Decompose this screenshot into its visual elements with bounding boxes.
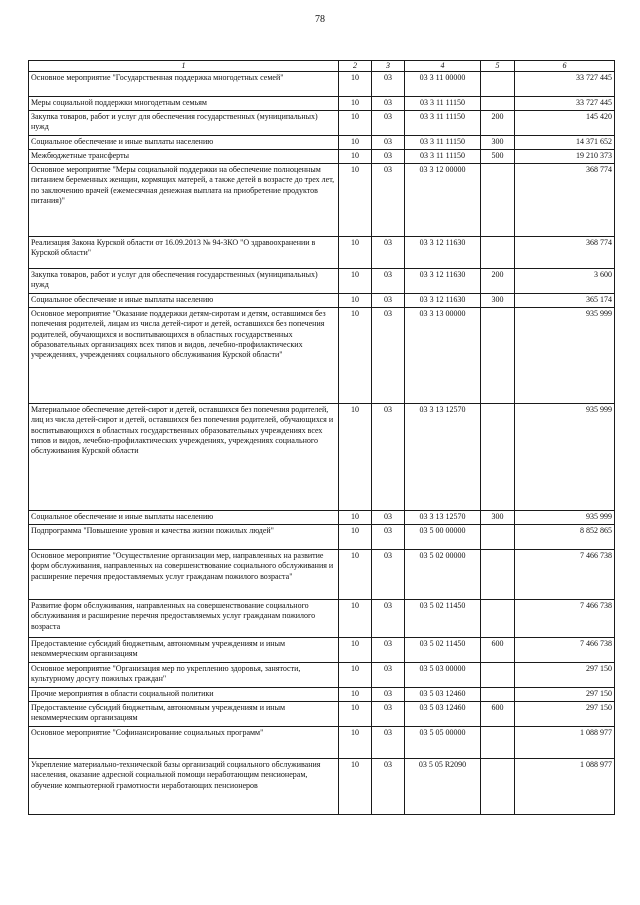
cell-name: Основное мероприятие "Оказание поддержки детям-сиротам и детям, оставшимся без попечения родителей, лицам из числа детей-сирот и детей, оставшихся без попечения родителей, обучающихся и воспитывающихся в областных государственных образовательных организациях всех типов и видов, лечебно-профилактических учреждениях, учреждениях социального обслуживания Курской области" bbox=[29, 308, 339, 404]
cell-pr: 03 bbox=[372, 269, 405, 294]
cell-name: Социальное обеспечение и иные выплаты населению bbox=[29, 294, 339, 308]
cell-csr: 03 5 03 12460 bbox=[405, 688, 481, 702]
cell-name: Основное мероприятие "Осуществление организации мер, направленных на развитие форм обслуживания, направленных на совершенствование социального обслуживания и расширение перечня предоставляемых услуг гражданам пожилого возраста" bbox=[29, 550, 339, 600]
cell-name: Укрепление материально-технической базы организаций социального обслуживания населения, оказание адресной социальной помощи неработающим пенсионерам, обучение компьютерной грамотности неработающих пенсионеров bbox=[29, 759, 339, 815]
table-row bbox=[29, 237, 615, 269]
cell-csr: 03 3 11 11150 bbox=[405, 97, 481, 111]
column-header: 6 bbox=[515, 61, 615, 72]
cell-name: Социальное обеспечение и иные выплаты населению bbox=[29, 136, 339, 150]
cell-rz: 10 bbox=[339, 269, 372, 294]
table-row bbox=[29, 688, 615, 702]
cell-csr: 03 5 00 00000 bbox=[405, 525, 481, 550]
cell-csr: 03 5 03 00000 bbox=[405, 663, 481, 688]
cell-vr bbox=[481, 600, 515, 638]
cell-sum: 297 150 bbox=[515, 688, 615, 702]
cell-csr: 03 5 02 11450 bbox=[405, 638, 481, 663]
cell-pr: 03 bbox=[372, 294, 405, 308]
cell-pr: 03 bbox=[372, 663, 405, 688]
cell-name: Предоставление субсидий бюджетным, автономным учреждениям и иным некоммерческим организациям bbox=[29, 638, 339, 663]
cell-name: Развитие форм обслуживания, направленных на совершенствование социального обслуживания и расширение перечня предоставляемых услуг гражданам пожилого возраста bbox=[29, 600, 339, 638]
column-header: 5 bbox=[481, 61, 515, 72]
table-row bbox=[29, 308, 615, 404]
cell-sum: 7 466 738 bbox=[515, 550, 615, 600]
cell-pr: 03 bbox=[372, 600, 405, 638]
cell-rz: 10 bbox=[339, 308, 372, 404]
table-row bbox=[29, 136, 615, 150]
cell-csr: 03 3 12 11630 bbox=[405, 269, 481, 294]
cell-sum: 19 210 373 bbox=[515, 150, 615, 164]
cell-name: Основное мероприятие "Организация мер по укреплению здоровья, занятости, культурному досугу пожилых граждан" bbox=[29, 663, 339, 688]
cell-vr: 200 bbox=[481, 269, 515, 294]
cell-vr bbox=[481, 525, 515, 550]
cell-pr: 03 bbox=[372, 237, 405, 269]
cell-rz: 10 bbox=[339, 164, 372, 237]
cell-pr: 03 bbox=[372, 150, 405, 164]
cell-vr: 600 bbox=[481, 702, 515, 727]
table-row bbox=[29, 72, 615, 97]
cell-rz: 10 bbox=[339, 702, 372, 727]
cell-vr bbox=[481, 663, 515, 688]
column-header: 4 bbox=[405, 61, 481, 72]
cell-rz: 10 bbox=[339, 511, 372, 525]
cell-sum: 935 999 bbox=[515, 511, 615, 525]
cell-rz: 10 bbox=[339, 237, 372, 269]
cell-name: Предоставление субсидий бюджетным, автономным учреждениям и иным некоммерческим организациям bbox=[29, 702, 339, 727]
cell-name: Закупка товаров, работ и услуг для обеспечения государственных (муниципальных) нужд bbox=[29, 111, 339, 136]
cell-csr: 03 3 13 00000 bbox=[405, 308, 481, 404]
cell-csr: 03 3 12 00000 bbox=[405, 164, 481, 237]
budget-table bbox=[28, 60, 615, 815]
cell-vr bbox=[481, 688, 515, 702]
cell-rz: 10 bbox=[339, 294, 372, 308]
cell-pr: 03 bbox=[372, 308, 405, 404]
table-row bbox=[29, 111, 615, 136]
cell-vr: 200 bbox=[481, 111, 515, 136]
cell-rz: 10 bbox=[339, 638, 372, 663]
cell-csr: 03 3 13 12570 bbox=[405, 404, 481, 511]
cell-name: Межбюджетные трансферты bbox=[29, 150, 339, 164]
cell-vr: 500 bbox=[481, 150, 515, 164]
cell-rz: 10 bbox=[339, 404, 372, 511]
cell-sum: 297 150 bbox=[515, 702, 615, 727]
cell-pr: 03 bbox=[372, 525, 405, 550]
cell-name: Материальное обеспечение детей-сирот и детей, оставшихся без попечения родителей, лиц из числа детей-сирот и детей, оставшихся без попечения родителей, обучающихся и воспитывающихся в областных государственных образовательных учреждениях всех типов и видов, лечебно-профилактических учреждениях, учреждениях социального обслуживания Курской области bbox=[29, 404, 339, 511]
cell-rz: 10 bbox=[339, 727, 372, 759]
cell-rz: 10 bbox=[339, 136, 372, 150]
cell-vr: 300 bbox=[481, 136, 515, 150]
cell-name: Реализация Закона Курской области от 16.09.2013 № 94-ЗКО "О здравоохранении в Курской области" bbox=[29, 237, 339, 269]
cell-vr bbox=[481, 72, 515, 97]
table-row bbox=[29, 404, 615, 511]
cell-vr bbox=[481, 404, 515, 511]
table-row bbox=[29, 150, 615, 164]
cell-csr: 03 5 03 12460 bbox=[405, 702, 481, 727]
table-body bbox=[29, 72, 615, 815]
table-row bbox=[29, 759, 615, 815]
cell-csr: 03 3 11 11150 bbox=[405, 150, 481, 164]
cell-vr bbox=[481, 308, 515, 404]
cell-name: Социальное обеспечение и иные выплаты населению bbox=[29, 511, 339, 525]
cell-rz: 10 bbox=[339, 72, 372, 97]
page-number: 78 bbox=[315, 14, 325, 25]
cell-name: Подпрограмма "Повышение уровня и качества жизни пожилых людей" bbox=[29, 525, 339, 550]
cell-pr: 03 bbox=[372, 550, 405, 600]
cell-pr: 03 bbox=[372, 404, 405, 511]
cell-sum: 14 371 652 bbox=[515, 136, 615, 150]
cell-vr bbox=[481, 237, 515, 269]
column-header: 1 bbox=[29, 61, 339, 72]
cell-rz: 10 bbox=[339, 759, 372, 815]
cell-vr bbox=[481, 97, 515, 111]
cell-vr bbox=[481, 550, 515, 600]
cell-pr: 03 bbox=[372, 727, 405, 759]
cell-sum: 7 466 738 bbox=[515, 600, 615, 638]
cell-vr bbox=[481, 164, 515, 237]
table-row bbox=[29, 164, 615, 237]
cell-pr: 03 bbox=[372, 72, 405, 97]
cell-name: Основное мероприятие "Государственная поддержка многодетных семей" bbox=[29, 72, 339, 97]
cell-csr: 03 3 12 11630 bbox=[405, 237, 481, 269]
column-header: 2 bbox=[339, 61, 372, 72]
cell-csr: 03 3 12 11630 bbox=[405, 294, 481, 308]
cell-csr: 03 5 02 00000 bbox=[405, 550, 481, 600]
cell-rz: 10 bbox=[339, 663, 372, 688]
cell-pr: 03 bbox=[372, 164, 405, 237]
cell-vr: 600 bbox=[481, 638, 515, 663]
cell-pr: 03 bbox=[372, 702, 405, 727]
cell-rz: 10 bbox=[339, 550, 372, 600]
table-row bbox=[29, 97, 615, 111]
cell-csr: 03 5 05 R2090 bbox=[405, 759, 481, 815]
cell-pr: 03 bbox=[372, 511, 405, 525]
cell-rz: 10 bbox=[339, 525, 372, 550]
cell-name: Основное мероприятие "Софинансирование социальных программ" bbox=[29, 727, 339, 759]
cell-pr: 03 bbox=[372, 759, 405, 815]
cell-name: Прочие мероприятия в области социальной политики bbox=[29, 688, 339, 702]
cell-name: Меры социальной поддержки многодетным семьям bbox=[29, 97, 339, 111]
cell-rz: 10 bbox=[339, 97, 372, 111]
cell-pr: 03 bbox=[372, 638, 405, 663]
cell-sum: 7 466 738 bbox=[515, 638, 615, 663]
cell-rz: 10 bbox=[339, 600, 372, 638]
cell-csr: 03 3 11 11150 bbox=[405, 136, 481, 150]
cell-name: Закупка товаров, работ и услуг для обеспечения государственных (муниципальных) нужд bbox=[29, 269, 339, 294]
cell-rz: 10 bbox=[339, 150, 372, 164]
cell-sum: 368 774 bbox=[515, 164, 615, 237]
table-row bbox=[29, 550, 615, 600]
cell-pr: 03 bbox=[372, 111, 405, 136]
table-row bbox=[29, 511, 615, 525]
cell-csr: 03 3 11 11150 bbox=[405, 111, 481, 136]
cell-sum: 935 999 bbox=[515, 404, 615, 511]
cell-vr: 300 bbox=[481, 511, 515, 525]
cell-sum: 8 852 865 bbox=[515, 525, 615, 550]
table-row bbox=[29, 269, 615, 294]
cell-sum: 33 727 445 bbox=[515, 97, 615, 111]
table-row bbox=[29, 727, 615, 759]
cell-csr: 03 5 02 11450 bbox=[405, 600, 481, 638]
cell-pr: 03 bbox=[372, 688, 405, 702]
cell-sum: 365 174 bbox=[515, 294, 615, 308]
table-row bbox=[29, 294, 615, 308]
cell-rz: 10 bbox=[339, 688, 372, 702]
cell-sum: 33 727 445 bbox=[515, 72, 615, 97]
table-header-row bbox=[29, 61, 615, 72]
cell-vr: 300 bbox=[481, 294, 515, 308]
column-header: 3 bbox=[372, 61, 405, 72]
table-row bbox=[29, 702, 615, 727]
cell-rz: 10 bbox=[339, 111, 372, 136]
cell-csr: 03 3 13 12570 bbox=[405, 511, 481, 525]
table-row bbox=[29, 600, 615, 638]
cell-csr: 03 5 05 00000 bbox=[405, 727, 481, 759]
cell-vr bbox=[481, 759, 515, 815]
cell-name: Основное мероприятие "Меры социальной поддержки на обеспечение полноценным питанием беременных женщин, кормящих матерей, а также детей в возрасте до трех лет, по заключению врачей (ежемесячная денежная выплата на приобретение продуктов питания)" bbox=[29, 164, 339, 237]
cell-csr: 03 3 11 00000 bbox=[405, 72, 481, 97]
cell-sum: 935 999 bbox=[515, 308, 615, 404]
table-row bbox=[29, 663, 615, 688]
cell-pr: 03 bbox=[372, 97, 405, 111]
cell-sum: 368 774 bbox=[515, 237, 615, 269]
cell-vr bbox=[481, 727, 515, 759]
cell-sum: 3 600 bbox=[515, 269, 615, 294]
cell-pr: 03 bbox=[372, 136, 405, 150]
cell-sum: 297 150 bbox=[515, 663, 615, 688]
cell-sum: 1 088 977 bbox=[515, 727, 615, 759]
table-row bbox=[29, 638, 615, 663]
table-row bbox=[29, 525, 615, 550]
cell-sum: 1 088 977 bbox=[515, 759, 615, 815]
cell-sum: 145 420 bbox=[515, 111, 615, 136]
